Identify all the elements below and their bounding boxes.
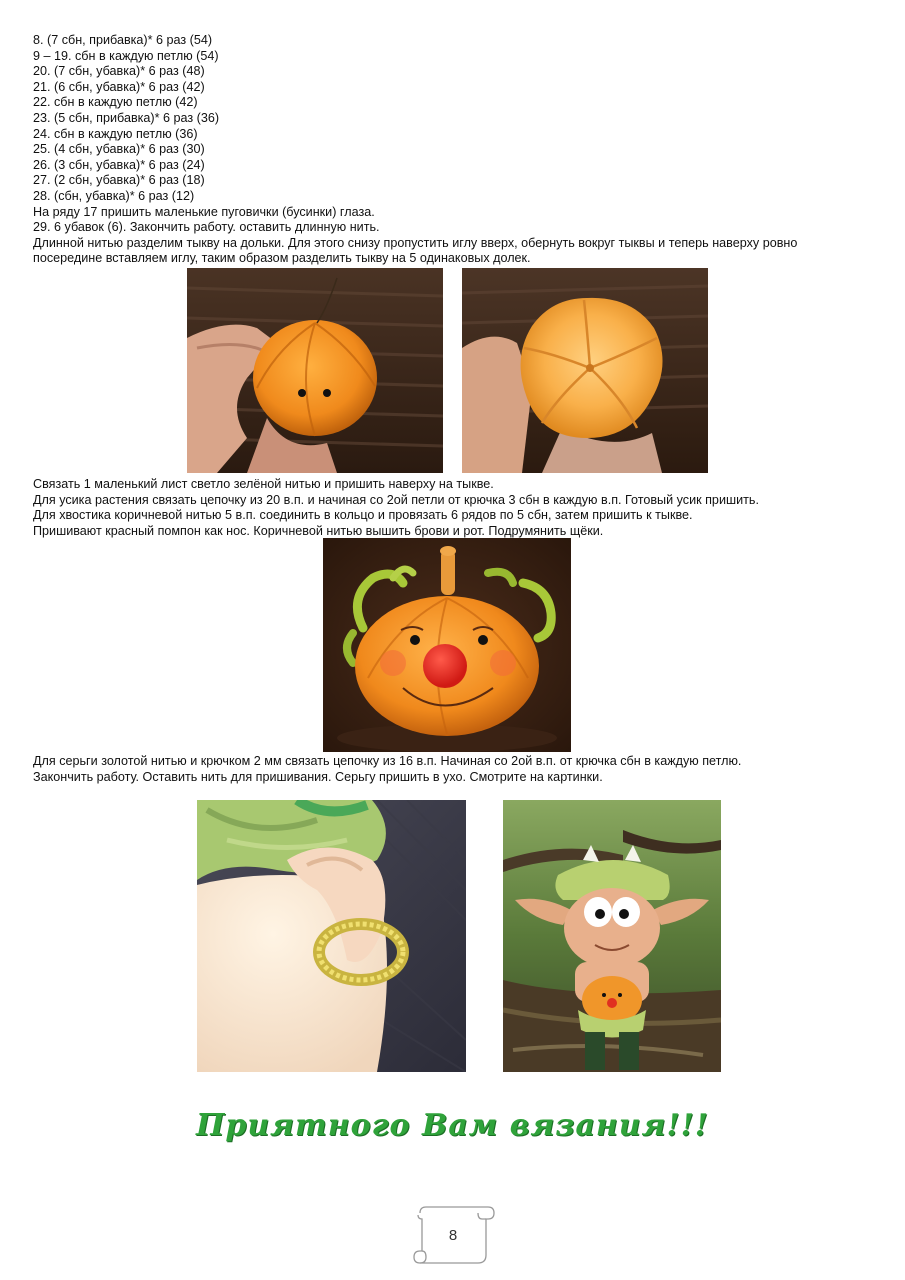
instruction-line: Связать 1 маленький лист светло зелёной нитью и пришить наверху на тыкве. — [33, 477, 494, 491]
photo-earring-closeup — [197, 800, 466, 1072]
instruction-line: 28. (сбн, убавка)* 6 раз (12) — [33, 188, 195, 203]
instruction-line: Для серьги золотой нитью и крючком 2 мм связать цепочку из 16 в.п. Начиная со 2ой в.п. от крючка сбн в каждую петлю. — [33, 754, 742, 768]
instruction-line: 21. (6 сбн, убавка)* 6 раз (42) — [33, 79, 205, 94]
photo-pumpkin-front — [187, 268, 443, 473]
instruction-line: Для усика растения связать цепочку из 20 в.п. и начиная со 2ой петли от крючка 3 сбн в каждую в.п. Готовый усик пришить. — [33, 492, 759, 507]
page-number: 8 — [448, 1227, 458, 1244]
instruction-line: 20. (7 сбн, убавка)* 6 раз (48) — [33, 64, 205, 79]
instructions-bottom — [33, 754, 883, 785]
instructions-top — [33, 33, 883, 267]
photo-pumpkin-top — [462, 268, 708, 473]
closing-wish: Приятного Вам вязания!!! — [196, 1108, 709, 1143]
instruction-line: 22. сбн в каждую петлю (42) — [33, 95, 198, 110]
instruction-line: 26. (3 сбн, убавка)* 6 раз (24) — [33, 157, 205, 172]
instruction-line: Длинной нитью разделим тыкву на дольки. Для этого снизу пропустить иглу вверх, обернуть вокруг тыквы и теперь наверху ровно — [33, 235, 798, 250]
instruction-line: 8. (7 сбн, прибавка)* 6 раз (54) — [33, 33, 213, 47]
instruction-line: посередине вставляем иглу, таким образом разделить тыкву на 5 одинаковых долек. — [33, 251, 531, 266]
instruction-line: На ряду 17 пришить маленькие пуговички (бусинки) глаза. — [33, 204, 375, 219]
instruction-line: 9 – 19. сбн в каждую петлю (54) — [33, 48, 219, 63]
page-number-scroll — [410, 1205, 496, 1267]
photo-goblin-toy — [503, 800, 721, 1072]
instruction-line: 29. 6 убавок (6). Закончить работу. оставить длинную нить. — [33, 220, 380, 235]
photo-pumpkin-finished — [323, 538, 571, 752]
instruction-line: 27. (2 сбн, убавка)* 6 раз (18) — [33, 173, 205, 188]
instruction-line: Пришивают красный помпон как нос. Коричневой нитью вышить брови и рот. Подрумянить щёки. — [33, 523, 604, 538]
instruction-line: Для хвостика коричневой нитью 5 в.п. соединить в кольцо и провязать 6 рядов по 5 сбн, затем пришить к тыкве. — [33, 508, 693, 523]
instruction-line: 23. (5 сбн, прибавка)* 6 раз (36) — [33, 110, 220, 125]
instruction-line: 25. (4 сбн, убавка)* 6 раз (30) — [33, 142, 205, 157]
instruction-line: Закончить работу. Оставить нить для пришивания. Серьгу пришить в ухо. Смотрите на картинки. — [33, 769, 603, 784]
instruction-line: 24. сбн в каждую петлю (36) — [33, 126, 198, 141]
instructions-middle — [33, 477, 883, 539]
